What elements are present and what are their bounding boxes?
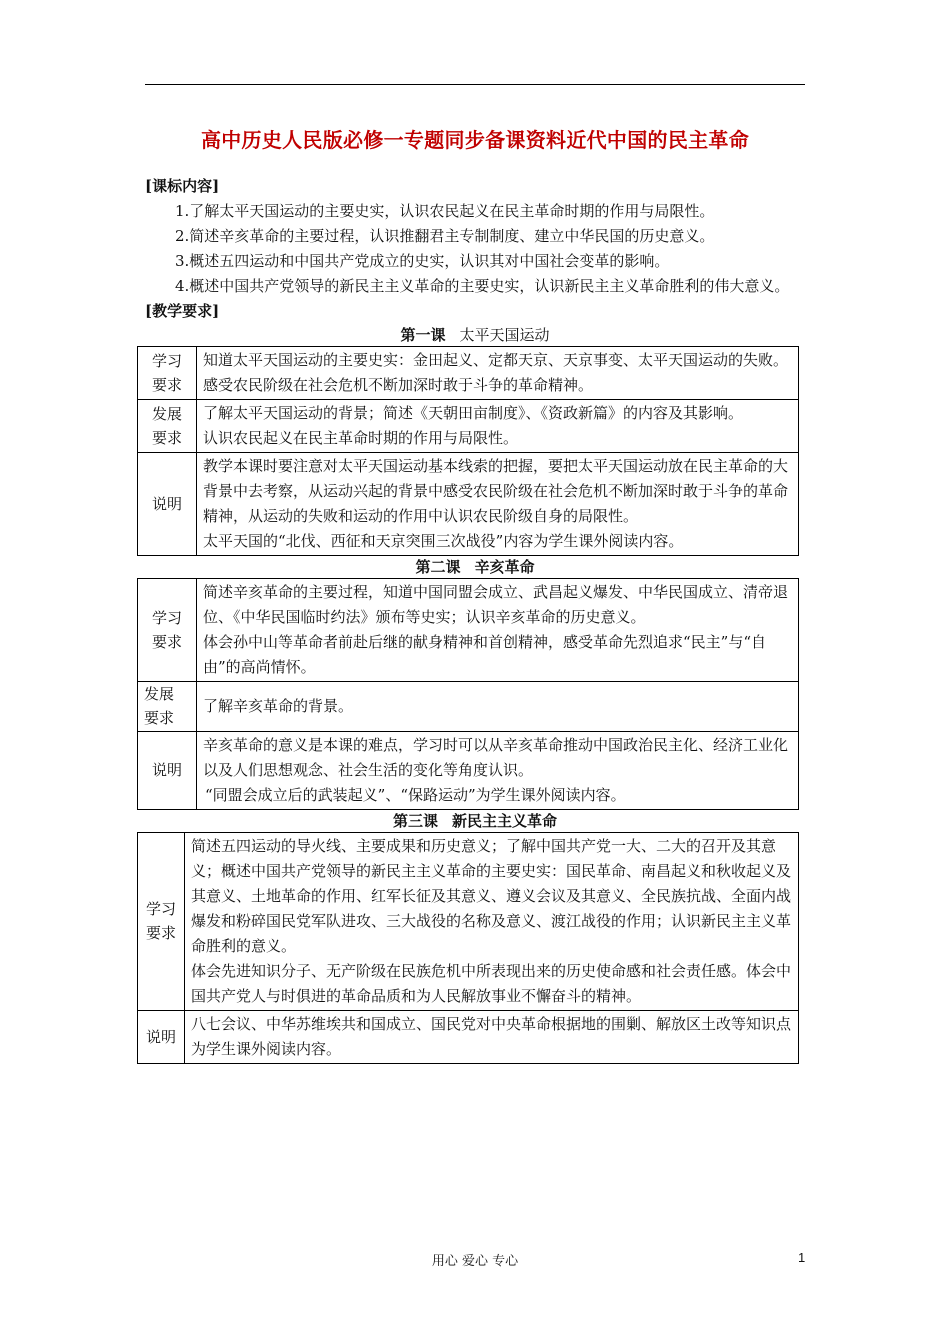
- table-row: [138, 347, 799, 400]
- standards-heading: [课标内容]: [145, 177, 220, 195]
- standard-item: 4.概述中国共产党领导的新民主主义革命的主要史实，认识新民主主义革命胜利的伟大意义。: [175, 277, 790, 295]
- lesson-name: 太平天国运动: [459, 326, 550, 344]
- lesson-name: 新民主主义革命: [452, 812, 558, 830]
- table-row: [138, 579, 799, 682]
- row-label: 说明: [138, 1011, 185, 1064]
- lesson-number: 第二课: [415, 558, 461, 576]
- requirements-heading: [教学要求]: [145, 302, 220, 320]
- table-row: [138, 1011, 799, 1064]
- standard-item: 1.了解太平天国运动的主要史实，认识农民起义在民主革命时期的作用与局限性。: [175, 202, 715, 220]
- lesson-title: [145, 556, 805, 578]
- lesson-number: 第三课: [392, 812, 438, 830]
- lesson-title: [145, 324, 805, 346]
- table-row: [138, 453, 799, 556]
- document-body: [145, 174, 805, 1064]
- lesson-table: [137, 578, 799, 810]
- row-content: 教学本课时要注意对太平天国运动基本线索的把握，要把太平天国运动放在民主革命的大背景中去考察，从运动兴起的背景中感受农民阶级在社会危机不断加深时敢于斗争的革命精神，从运动的失败和运动的作用中认识农民阶级自身的局限性。 太平天国的“北伐、西征和天京突围三次战役”内容为学生课外阅读内容。: [197, 453, 799, 556]
- row-label: 说明: [138, 732, 197, 810]
- row-content: 了解太平天国运动的背景；简述《天朝田亩制度》、《资政新篇》的内容及其影响。 认识农民起义在民主革命时期的作用与局限性。: [197, 400, 799, 453]
- row-content: 知道太平天国运动的主要史实：金田起义、定都天京、天京事变、太平天国运动的失败。 感受农民阶级在社会危机不断加深时敢于斗争的革命精神。: [197, 347, 799, 400]
- row-content: 了解辛亥革命的背景。: [197, 682, 799, 732]
- lesson-title: [145, 810, 805, 832]
- footer-motto: 用心 爱心 专心: [431, 1254, 519, 1269]
- row-label: 发展要求: [138, 682, 197, 732]
- lesson-table: [137, 346, 799, 556]
- row-label: 学习要求: [138, 347, 197, 400]
- row-label: 说明: [138, 453, 197, 556]
- lesson-number: 第一课: [400, 326, 446, 344]
- row-label: 学习要求: [138, 579, 197, 682]
- lesson-name: 辛亥革命: [474, 558, 535, 576]
- row-content: 辛亥革命的意义是本课的难点，学习时可以从辛亥革命推动中国政治民主化、经济工业化以及人们思想观念、社会生活的变化等角度认识。 “同盟会成立后的武装起义”、“保路运动”为学生课外阅读内容。: [197, 732, 799, 810]
- table-row: [138, 400, 799, 453]
- table-row: [138, 732, 799, 810]
- row-content: 简述五四运动的导火线、主要成果和历史意义；了解中国共产党一大、二大的召开及其意义；概述中国共产党领导的新民主主义革命的主要史实：国民革命、南昌起义和秋收起义及其意义、土地革命的作用、红军长征及其意义、遵义会议及其意义、全民族抗战、全面内战爆发和粉碎国民党军队进攻、三大战役的名称及意义、渡江战役的作用；认识新民主主义革命胜利的意义。 体会先进知识分子、无产阶级在民族危机中所表现出来的历史使命感和社会责任感。体会中国共产党人与时俱进的革命品质和为人民解放事业不懈奋斗的精神。: [185, 833, 799, 1011]
- page-number: 1: [798, 1250, 806, 1265]
- table-row: [138, 833, 799, 1011]
- row-label: 学习要求: [138, 833, 185, 1011]
- standard-item: 2.简述辛亥革命的主要过程，认识推翻君主专制制度、建立中华民国的历史意义。: [175, 227, 715, 245]
- row-label: 发展要求: [138, 400, 197, 453]
- lesson-table: [137, 832, 799, 1064]
- table-row: [138, 682, 799, 732]
- standard-item: 3.概述五四运动和中国共产党成立的史实，认识其对中国社会变革的影响。: [175, 252, 670, 270]
- document-title: 高中历史人民版必修一专题同步备课资料近代中国的民主革命: [200, 128, 750, 152]
- header-rule: [145, 84, 805, 85]
- row-content: 简述辛亥革命的主要过程，知道中国同盟会成立、武昌起义爆发、中华民国成立、清帝退位、《中华民国临时约法》颁布等史实；认识辛亥革命的历史意义。 体会孙中山等革命者前赴后继的献身精神和首创精神，感受革命先烈追求“民主”与“自由”的高尚情怀。: [197, 579, 799, 682]
- row-content: 八七会议、中华苏维埃共和国成立、国民党对中央革命根据地的围剿、解放区土改等知识点为学生课外阅读内容。: [185, 1011, 799, 1064]
